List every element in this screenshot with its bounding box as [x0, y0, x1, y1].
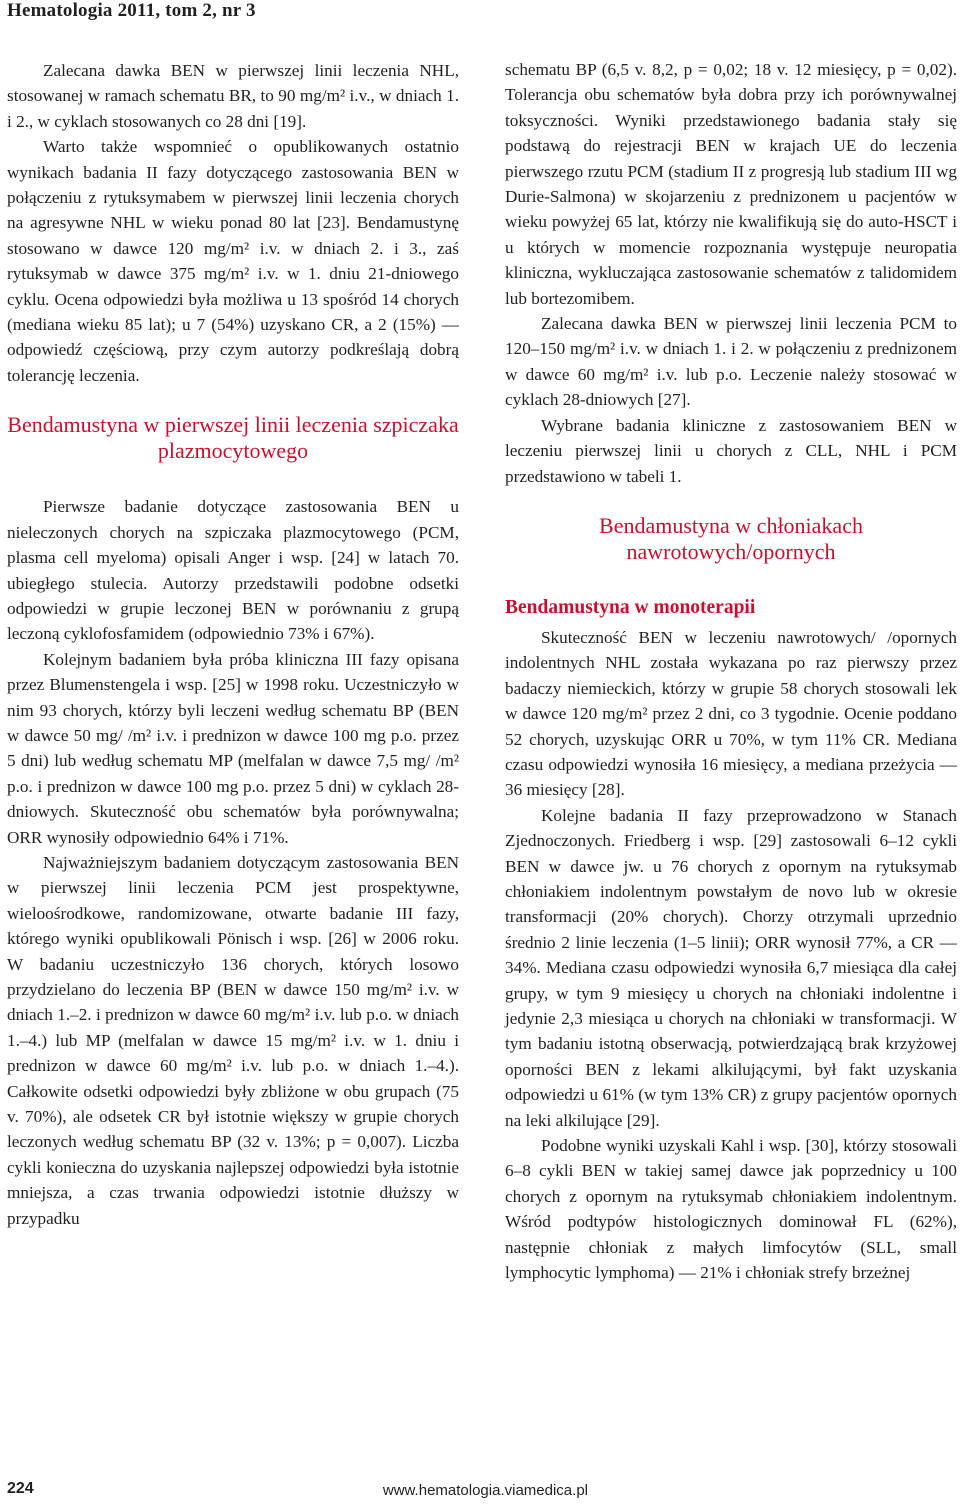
paragraph: Zalecana dawka BEN w pierwszej linii leczenia NHL, stosowanej w ramach schematu BR, to 90 mg/m² i.v., w dniach 1. i 2., w cyklach stosowanych co 28 dni [19]. — [7, 61, 459, 131]
running-head: Hematologia 2011, tom 2, nr 3 — [7, 0, 256, 21]
paragraph: Kolejne badania II fazy przeprowadzono w Stanach Zjednoczonych. Friedberg i wsp. [29] zastosowali 6–12 cykli BEN w dawce jw. u 76 chorych z opornym na rytuksymab chłoniakiem indolentnym powstałym de novo lub w okresie transformacji (20% chorych). Chorzy otrzymali uprzednio średnio 2 linie leczenia (1–5 linii); ORR wynosił 77%, a CR — 34%. Mediana czasu odpowiedzi wynosiła 6,7 miesiąca dla całej grupy, w tym 9 miesięcy u chorych na chłoniaki indolentne i jedynie 2,3 miesiąca u chorych na chłoniaki w transformacji. W tym badaniu istotną obserwacją, potwierdzającą brak krzyżowej oporności BEN z lekami alkilującymi, był fakt uzyskania odpowiedzi u 61% (w tym 13% CR) z grupy pacjentów opornych na leki alkilujące [29]. — [505, 805, 957, 1130]
paragraph: schematu BP (6,5 v. 8,2, p = 0,02; 18 v. 12 miesięcy, p = 0,02). Tolerancja obu schematów była dobra przy ich porównywalnej toksyczności. Wyniki przedstawionego badania stały się podstawą do rejestracji BEN w krajach UE do leczenia pierwszego rzutu PCM (stadium II z progresją lub stadium III wg Durie-Salmona) w skojarzeniu z prednizonem u pacjentów w wieku powyżej 65 lat, którzy nie kwalifikują się do auto-HSCT i u których w momencie rozpoznania występuje neuropatia kliniczna, wykluczająca zastosowanie schematów z talidomidem lub bortezomibem. — [505, 60, 957, 308]
left-column — [7, 58, 459, 1231]
paragraph: Najważniejszym badaniem dotyczącym zastosowania BEN w pierwszej linii leczenia PCM jest prospektywne, wieloośrodkowe, randomizowane, otwarte badanie III fazy, którego wyniki opublikowali Pönisch i wsp. [26] w 2006 roku. W badaniu uczestniczyło 136 chorych, których losowo przydzielano do leczenia BP (BEN w dawce 150 mg/m² i.v. w dniach 1.–2. i prednizon w dawce 60 mg/m² i.v. lub p.o. w dniach 1.–4.) lub MP (melfalan w dawce 15 mg/m² i.v. w 1. dniu i prednizon w dawce 60 mg/m² i.v. lub p.o. w dniach 1.–4.). Całkowite odsetki odpowiedzi były zbliżone w obu grupach (75 v. 70%), ale odsetek CR był istotnie większy w grupie chorych leczonych według schematu BP (32 v. 13%; p = 0,007). Liczba cykli konieczna do uzyskania najlepszej odpowiedzi była istotnie mniejsza, a czas trwania odpowiedzi istotnie dłuższy w przypadku — [7, 852, 459, 1228]
paragraph: Podobne wyniki uzyskali Kahl i wsp. [30], którzy stosowali 6–8 cykli BEN w takiej samej dawce jak poprzednicy u 100 chorych z opornym na rytuksymab chłoniakiem indolentnym. Wśród podtypów histologicznych dominował FL (62%), następnie chłoniak z małych limfocytów (SLL, small lymphocytic lymphoma) — 21% i chłoniak strefy brzeżnej — [505, 1136, 957, 1283]
paragraph: Zalecana dawka BEN w pierwszej linii leczenia PCM to 120–150 mg/m² i.v. w dniach 1. i 2. w połączeniu z prednizonem w dawce 60 mg/m² i.v. lub p.o. Leczenie należy stosować w cyklach 28-dniowych [27]. — [505, 314, 957, 410]
journal-url[interactable]: www.hematologia.viamedica.pl — [382, 1482, 588, 1499]
section-heading: Bendamustyna w chłoniakach nawrotowych/opornych — [599, 512, 863, 564]
page-number: 224 — [7, 1480, 34, 1497]
paragraph: Skuteczność BEN w leczeniu nawrotowych/ /opornych indolentnych NHL została wykazana po raz pierwszy przez badaczy niemieckich, którzy w grupie 58 chorych stosowali lek w dawce 120 mg/m² przez 2 dni, co 3 tygodnie. Ocenie poddano 52 chorych, uzyskując ORR u 70%, w tym 11% CR. Mediana czasu odpowiedzi wynosiła 16 miesięcy, a mediana przeżycia — 36 miesięcy [28]. — [505, 627, 957, 800]
paragraph: Pierwsze badanie dotyczące zastosowania BEN u nieleczonych chorych na szpiczaka plazmocytowego (PCM, plasma cell myeloma) opisali Anger i wsp. [24] w latach 70. ubiegłego stulecia. Autorzy przedstawili podobne odsetki odpowiedzi w grupie leczonej BEN w porównaniu z grupą leczoną cyklofosfamidem (odpowiednio 73% i 67%). — [7, 497, 459, 644]
subsection-heading: Bendamustyna w monoterapii — [505, 596, 756, 618]
paragraph: Wybrane badania kliniczne z zastosowaniem BEN w leczeniu pierwszej linii u chorych z CLL, NHL i PCM przedstawiono w tabeli 1. — [505, 415, 957, 486]
section-heading: Bendamustyna w pierwszej linii leczenia szpiczaka plazmocytowego — [7, 412, 459, 464]
paragraph: Warto także wspomnieć o opublikowanych ostatnio wynikach badania II fazy dotyczącego zastosowania BEN w połączeniu z rytuksymabem w pierwszej linii leczenia chorych na agresywne NHL w wieku ponad 80 lat [23]. Bendamustynę stosowano w dawce 120 mg/m² i.v. w dniach 2. i 3., zaś rytuksymab w dawce 375 mg/m² i.v. w 1. dniu 21-dniowego cyklu. Ocena odpowiedzi była możliwa u 13 spośród 14 chorych (mediana wieku 85 lat); u 7 (54%) uzyskano CR, a 2 (15%) — odpowiedź częściową, przy czym autorzy podkreślają dobrą tolerancję leczenia. — [7, 137, 459, 385]
paragraph: Kolejnym badaniem była próba kliniczna III fazy opisana przez Blumenstengela i wsp. [25] w 1998 roku. Uczestniczyło w nim 93 chorych, którzy byli leczeni według schematu BP (BEN w dawce 50 mg/ /m² i.v. i prednizon w dawce 100 mg p.o. przez 5 dni) lub według schematu MP (melfalan w dawce 7,5 mg/ /m² p.o. i prednizon w dawce 100 mg p.o. przez 5 dni) w cyklach 28-dniowych. Skuteczność obu schematów była porównywalna; ORR wynosiły odpowiednio 64% i 71%. — [7, 649, 459, 847]
right-column — [505, 57, 957, 1285]
